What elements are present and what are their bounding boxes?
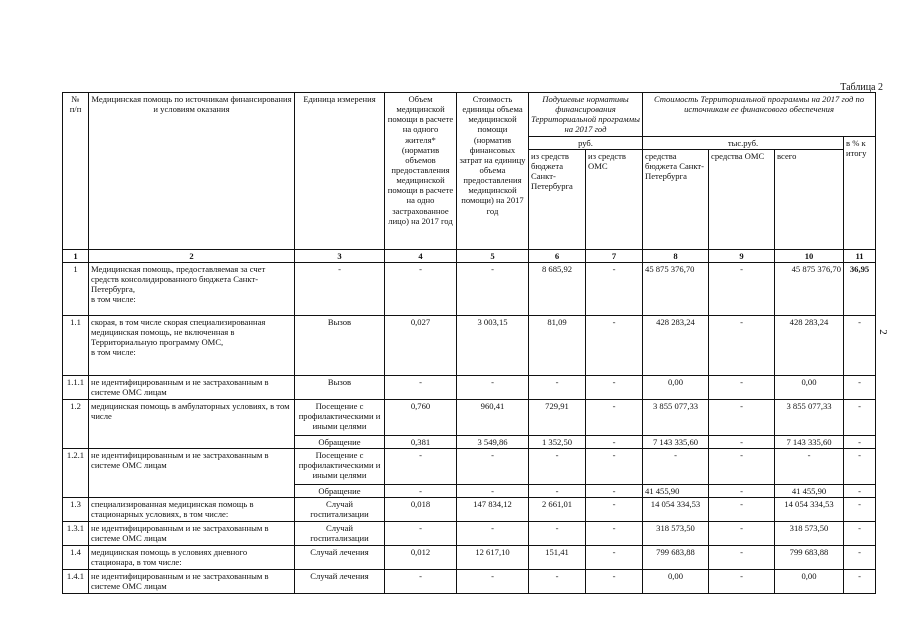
table-row xyxy=(63,448,876,484)
row-t-all: 14 054 334,53 xyxy=(775,498,844,522)
row-num: 1.3 xyxy=(63,498,89,522)
row-percent: - xyxy=(844,375,876,399)
colnum: 5 xyxy=(457,249,529,262)
row-percent: 36,95 xyxy=(844,262,876,315)
row-name: медицинская помощь в амбулаторных условиях, в том числе xyxy=(89,399,295,448)
row-unit: Посещение с профилактическими и иными целями xyxy=(295,399,385,435)
row-name: Медицинская помощь, предоставляемая за счет средств консолидированного бюджета Санкт-Петербурга, в том числе: xyxy=(89,262,295,315)
row-pc-oms: - xyxy=(586,498,643,522)
row-t-oms: - xyxy=(709,448,775,484)
row-pc-oms: - xyxy=(586,448,643,484)
colnum: 4 xyxy=(385,249,457,262)
colnum: 3 xyxy=(295,249,385,262)
row-name: не идентифицированным и не застрахованным в системе ОМС лицам xyxy=(89,522,295,546)
row-pc-budget: - xyxy=(529,448,586,484)
row-t-all: 45 875 376,70 xyxy=(775,262,844,315)
row-percent: - xyxy=(844,315,876,375)
row-unit: Обращение xyxy=(295,435,385,448)
header-cost: Стоимость единицы объема медицинской помощи (норматив финансовых затрат на единицу объема предоставления медицинской помощи) на 2017 год xyxy=(457,93,529,250)
table-row xyxy=(63,570,876,594)
row-pc-oms: - xyxy=(586,399,643,435)
row-name: не идентифицированным и не застрахованным в системе ОМС лицам xyxy=(89,448,295,497)
table-row xyxy=(63,399,876,435)
row-t-all: 7 143 335,60 xyxy=(775,435,844,448)
row-pc-oms: - xyxy=(586,546,643,570)
row-name: специализированная медицинская помощь в стационарных условиях, в том числе: xyxy=(89,498,295,522)
row-t-budget: 318 573,50 xyxy=(643,522,709,546)
colnum: 7 xyxy=(586,249,643,262)
row-num: 1.1 xyxy=(63,315,89,375)
row-percent: - xyxy=(844,522,876,546)
row-volume: - xyxy=(385,375,457,399)
row-volume: 0,027 xyxy=(385,315,457,375)
header-volume: Объем медицинской помощи в расчете на одного жителя* (норматив объемов предоставления медицинской помощи в расчете на одно застрахованное лицо) на 2017 год xyxy=(385,93,457,250)
row-name: скорая, в том числе скорая специализированная медицинская помощь, не включенная в Территориальную программу ОМС, в том числе: xyxy=(89,315,295,375)
header-rub: руб. xyxy=(529,136,643,149)
row-percent: - xyxy=(844,399,876,435)
row-pc-oms: - xyxy=(586,435,643,448)
row-unit: Вызов xyxy=(295,315,385,375)
header-thrub: тыс.руб. xyxy=(643,136,844,149)
row-percent: - xyxy=(844,546,876,570)
row-pc-oms: - xyxy=(586,570,643,594)
row-t-budget: 45 875 376,70 xyxy=(643,262,709,315)
header-t-budget: средства бюджета Санкт-Петербурга xyxy=(643,149,709,249)
row-t-oms: - xyxy=(709,315,775,375)
row-unit: Случай госпитализации xyxy=(295,522,385,546)
row-pc-budget: 151,41 xyxy=(529,546,586,570)
row-cost: 3 549,86 xyxy=(457,435,529,448)
row-volume: 0,012 xyxy=(385,546,457,570)
row-pc-oms: - xyxy=(586,522,643,546)
row-name: не идентифицированным и не застрахованным в системе ОМС лицам xyxy=(89,375,295,399)
row-t-budget: 41 455,90 xyxy=(643,484,709,497)
header-name: Медицинская помощь по источникам финансирования и условиям оказания xyxy=(89,93,295,250)
table-row xyxy=(63,546,876,570)
colnum: 6 xyxy=(529,249,586,262)
table-row xyxy=(63,522,876,546)
row-cost: - xyxy=(457,570,529,594)
row-pc-oms: - xyxy=(586,315,643,375)
colnum: 10 xyxy=(775,249,844,262)
row-volume: - xyxy=(385,484,457,497)
row-t-all: 3 855 077,33 xyxy=(775,399,844,435)
header-row-1 xyxy=(63,93,876,137)
table-row xyxy=(63,262,876,315)
table-row xyxy=(63,498,876,522)
header-percapita: Подушевые нормативы финансирования Территориальной программы на 2017 год xyxy=(529,93,643,137)
row-unit: Обращение xyxy=(295,484,385,497)
financing-table xyxy=(62,92,876,594)
row-cost: 3 003,15 xyxy=(457,315,529,375)
row-t-all: 318 573,50 xyxy=(775,522,844,546)
row-t-oms: - xyxy=(709,375,775,399)
row-t-oms: - xyxy=(709,435,775,448)
row-pc-budget: - xyxy=(529,522,586,546)
row-pc-budget: - xyxy=(529,484,586,497)
row-t-budget: 0,00 xyxy=(643,570,709,594)
row-t-oms: - xyxy=(709,522,775,546)
header-unit: Единица измерения xyxy=(295,93,385,250)
row-volume: - xyxy=(385,448,457,484)
colnum: 11 xyxy=(844,249,876,262)
row-cost: - xyxy=(457,262,529,315)
row-cost: - xyxy=(457,375,529,399)
row-t-oms: - xyxy=(709,262,775,315)
row-t-all: - xyxy=(775,448,844,484)
row-pc-oms: - xyxy=(586,262,643,315)
header-pc-budget: из средств бюджета Санкт-Петербурга xyxy=(529,149,586,249)
row-num: 1.4 xyxy=(63,546,89,570)
row-cost: 960,41 xyxy=(457,399,529,435)
row-t-budget: 428 283,24 xyxy=(643,315,709,375)
row-num: 1.2.1 xyxy=(63,448,89,497)
row-t-oms: - xyxy=(709,498,775,522)
row-num: 1 xyxy=(63,262,89,315)
row-volume: 0,760 xyxy=(385,399,457,435)
table-row xyxy=(63,375,876,399)
row-t-budget: 14 054 334,53 xyxy=(643,498,709,522)
row-name: не идентифицированным и не застрахованным в системе ОМС лицам xyxy=(89,570,295,594)
row-unit: - xyxy=(295,262,385,315)
row-num: 1.1.1 xyxy=(63,375,89,399)
row-cost: - xyxy=(457,448,529,484)
row-volume: 0,018 xyxy=(385,498,457,522)
row-pc-budget: 81,09 xyxy=(529,315,586,375)
row-unit: Случай лечения xyxy=(295,546,385,570)
row-t-budget: 0,00 xyxy=(643,375,709,399)
row-volume: - xyxy=(385,262,457,315)
row-pc-oms: - xyxy=(586,375,643,399)
row-t-all: 41 455,90 xyxy=(775,484,844,497)
header-total: Стоимость Территориальной программы на 2017 год по источникам ее финансового обеспечения xyxy=(643,93,876,137)
row-pc-oms: - xyxy=(586,484,643,497)
colnum: 9 xyxy=(709,249,775,262)
colnum: 8 xyxy=(643,249,709,262)
row-percent: - xyxy=(844,435,876,448)
row-pc-budget: 1 352,50 xyxy=(529,435,586,448)
row-unit: Вызов xyxy=(295,375,385,399)
row-percent: - xyxy=(844,570,876,594)
row-t-all: 0,00 xyxy=(775,570,844,594)
row-cost: 12 617,10 xyxy=(457,546,529,570)
colnum: 1 xyxy=(63,249,89,262)
header-num: № п/п xyxy=(63,93,89,250)
row-pc-budget: 8 685,92 xyxy=(529,262,586,315)
row-unit: Случай лечения xyxy=(295,570,385,594)
row-num: 1.2 xyxy=(63,399,89,448)
row-pc-budget: - xyxy=(529,375,586,399)
page-number: 2 xyxy=(876,329,889,335)
row-t-budget: 799 683,88 xyxy=(643,546,709,570)
row-cost: - xyxy=(457,484,529,497)
row-t-oms: - xyxy=(709,484,775,497)
row-volume: - xyxy=(385,570,457,594)
header-pc-oms: из средств ОМС xyxy=(586,149,643,249)
row-name: медицинская помощь в условиях дневного стационара, в том числе: xyxy=(89,546,295,570)
row-num: 1.4.1 xyxy=(63,570,89,594)
column-number-row xyxy=(63,249,876,262)
row-t-budget: 3 855 077,33 xyxy=(643,399,709,435)
row-t-all: 428 283,24 xyxy=(775,315,844,375)
row-volume: 0,381 xyxy=(385,435,457,448)
row-t-budget: 7 143 335,60 xyxy=(643,435,709,448)
row-t-all: 0,00 xyxy=(775,375,844,399)
row-t-oms: - xyxy=(709,570,775,594)
row-percent: - xyxy=(844,498,876,522)
row-t-oms: - xyxy=(709,546,775,570)
header-t-all: всего xyxy=(775,149,844,249)
row-t-all: 799 683,88 xyxy=(775,546,844,570)
table-row xyxy=(63,315,876,375)
row-percent: - xyxy=(844,448,876,484)
header-percent: в % к итогу xyxy=(844,136,876,249)
row-t-oms: - xyxy=(709,399,775,435)
row-pc-budget: - xyxy=(529,570,586,594)
table-caption: Таблица 2 xyxy=(840,82,883,93)
row-percent: - xyxy=(844,484,876,497)
row-num: 1.3.1 xyxy=(63,522,89,546)
row-unit: Посещение с профилактическими и иными целями xyxy=(295,448,385,484)
row-t-budget: - xyxy=(643,448,709,484)
header-t-oms: средства ОМС xyxy=(709,149,775,249)
colnum: 2 xyxy=(89,249,295,262)
row-pc-budget: 2 661,01 xyxy=(529,498,586,522)
row-pc-budget: 729,91 xyxy=(529,399,586,435)
row-unit: Случай госпитализации xyxy=(295,498,385,522)
row-cost: - xyxy=(457,522,529,546)
row-cost: 147 834,12 xyxy=(457,498,529,522)
row-volume: - xyxy=(385,522,457,546)
